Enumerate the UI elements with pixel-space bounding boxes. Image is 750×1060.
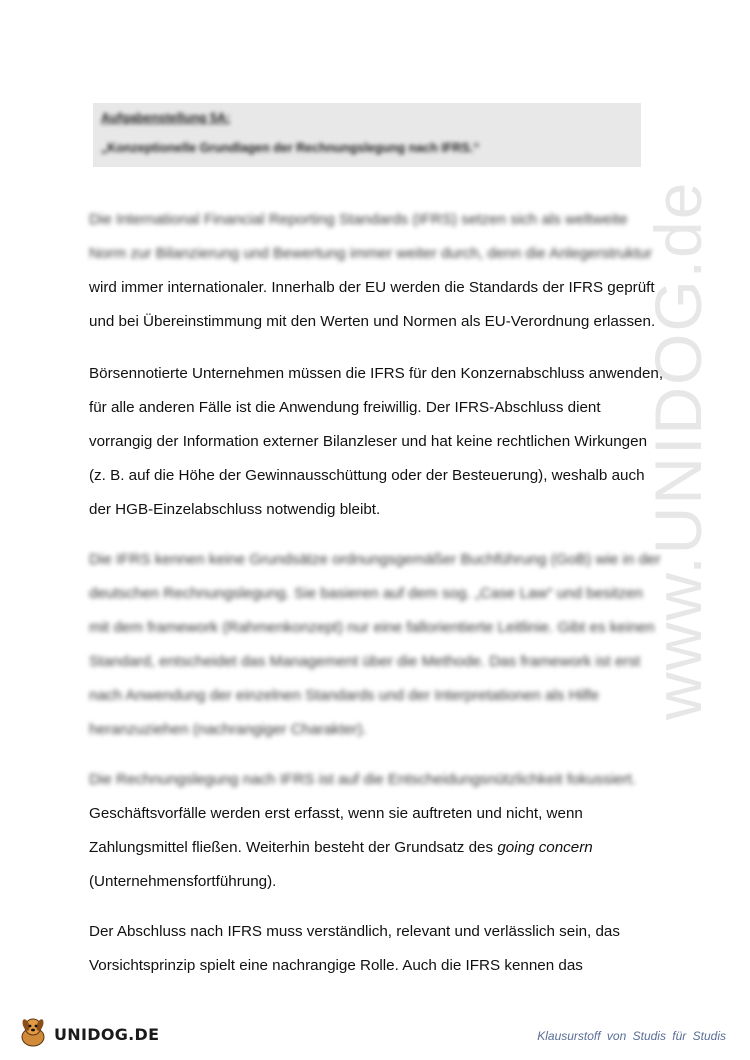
task-title: Aufgabenstellung 5A: (101, 111, 231, 125)
paragraph-line-text: Zahlungsmittel fließen. Weiterhin besteht der Grundsatz des (89, 839, 498, 856)
paragraph-line: (Unternehmensfortführung). (89, 873, 277, 890)
paragraph-line: Die IFRS kennen keine Grundsätze ordnungsgemäßer Buchführung (GoB) wie in der (89, 551, 661, 568)
task-header-box (93, 103, 641, 167)
paragraph-line: der HGB-Einzelabschluss notwendig bleibt. (89, 501, 381, 518)
paragraph-line: für alle anderen Fälle ist die Anwendung freiwillig. Der IFRS-Abschluss dient (89, 399, 601, 416)
paragraph-1 (89, 203, 679, 339)
paragraph-line: deutschen Rechnungslegung. Sie basieren auf dem sog. „Case Law“ und besitzen (89, 585, 643, 602)
paragraph-line: Der Abschluss nach IFRS muss verständlich, relevant und verlässlich sein, das (89, 923, 620, 940)
paragraph-2 (89, 357, 679, 527)
paragraph-line: Die Rechnungslegung nach IFRS ist auf die Entscheidungsnützlichkeit fokussiert. (89, 771, 637, 788)
paragraph-line: wird immer internationaler. Innerhalb der EU werden die Standards der IFRS geprüft (89, 279, 655, 296)
paragraph-line: Standard, entscheidet das Management über die Methode. Das framework ist erst (89, 653, 641, 670)
watermark-text: www.UNIDOG.de (641, 180, 715, 720)
italic-term: going concern (497, 839, 593, 856)
paragraph-line: und bei Übereinstimmung mit den Werten und Normen als EU-Verordnung erlassen. (89, 313, 656, 330)
paragraph-line: mit dem framework (Rahmenkonzept) nur eine fallorientierte Leitlinie. Gibt es keinen (89, 619, 655, 636)
paragraph-line: Norm zur Bilanzierung und Bewertung immer weiter durch, denn die Anlegerstruktur (89, 245, 653, 262)
paragraph-5 (89, 915, 679, 983)
unidog-logo[interactable] (16, 1014, 159, 1054)
dog-icon (16, 1015, 50, 1054)
task-subtitle: „Konzeptionelle Grundlagen der Rechnungslegung nach IFRS.“ (101, 141, 480, 155)
logo-text: UNIDOG.DE (54, 1024, 160, 1044)
paragraph-line: Geschäftsvorfälle werden erst erfasst, wenn sie auftreten und nicht, wenn (89, 805, 583, 822)
paragraph-line: Vorsichtsprinzip spielt eine nachrangige Rolle. Auch die IFRS kennen das (89, 957, 583, 974)
paragraph-line: nach Anwendung der einzelnen Standards und der Interpretationen als Hilfe (89, 687, 599, 704)
paragraph-line: vorrangig der Information externer Bilanzleser und hat keine rechtlichen Wirkungen (89, 433, 648, 450)
paragraph-line (89, 831, 679, 865)
paragraph-line: Börsennotierte Unternehmen müssen die IFRS für den Konzernabschluss anwenden, (89, 365, 664, 382)
footer-tagline: Klausurstoff von Studis für Studis (537, 1029, 726, 1043)
paragraph-4 (89, 763, 679, 899)
paragraph-3 (89, 543, 679, 747)
paragraph-line: heranzuziehen (nachrangiger Charakter). (89, 721, 367, 738)
paragraph-line: Die International Financial Reporting Standards (IFRS) setzen sich als weltweite (89, 211, 628, 228)
paragraph-line: (z. B. auf die Höhe der Gewinnausschüttung oder der Besteuerung), weshalb auch (89, 467, 645, 484)
